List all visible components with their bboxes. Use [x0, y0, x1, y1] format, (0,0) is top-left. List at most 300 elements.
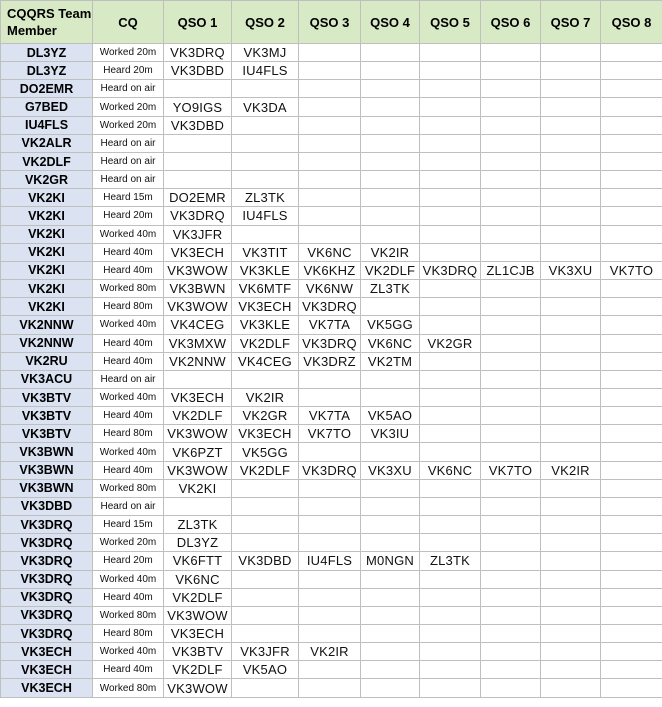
qso-6-cell	[481, 298, 541, 316]
table-row	[1, 44, 662, 62]
qso-2-cell: IU4FLS	[232, 207, 299, 225]
team-member-cell: VK2NNW	[1, 334, 93, 352]
qso-8-cell	[601, 679, 662, 697]
qso-5-cell	[420, 316, 481, 334]
table-row	[1, 570, 662, 588]
table-row	[1, 243, 662, 261]
qso-2-cell: VK5AO	[232, 661, 299, 679]
qso-4-cell	[361, 116, 420, 134]
team-member-cell: DL3YZ	[1, 44, 93, 62]
qso-5-cell	[420, 570, 481, 588]
qso-6-cell	[481, 80, 541, 98]
table-row	[1, 207, 662, 225]
qso-5-cell	[420, 588, 481, 606]
team-member-cell: VK3DRQ	[1, 516, 93, 534]
qso-1-cell	[164, 497, 232, 515]
qso-1-cell: VK3WOW	[164, 425, 232, 443]
qso-4-cell	[361, 98, 420, 116]
cq-cell: Heard on air	[93, 80, 164, 98]
qso-3-cell	[299, 588, 361, 606]
table-row	[1, 479, 662, 497]
qso-3-cell	[299, 116, 361, 134]
qso-6-cell: ZL1CJB	[481, 261, 541, 279]
table-row	[1, 98, 662, 116]
qso-6-cell	[481, 588, 541, 606]
qso-7-cell	[541, 316, 601, 334]
qso-4-cell	[361, 189, 420, 207]
qso-5-cell	[420, 298, 481, 316]
qso-8-cell	[601, 443, 662, 461]
qso-1-cell: ZL3TK	[164, 516, 232, 534]
qso-4-cell	[361, 588, 420, 606]
qso-4-cell	[361, 80, 420, 98]
qso-3-cell: VK3DRQ	[299, 334, 361, 352]
qso-8-cell: VK7TO	[601, 261, 662, 279]
team-member-cell: VK2KI	[1, 225, 93, 243]
qso-6-cell	[481, 152, 541, 170]
qso-8-cell	[601, 98, 662, 116]
qso-3-cell	[299, 225, 361, 243]
cq-cell: Worked 40m	[93, 643, 164, 661]
qso-3-cell	[299, 152, 361, 170]
team-member-cell: VK2KI	[1, 189, 93, 207]
qso-1-cell: DO2EMR	[164, 189, 232, 207]
qso-3-cell: VK7TA	[299, 316, 361, 334]
team-member-cell: VK3DRQ	[1, 606, 93, 624]
table-row	[1, 552, 662, 570]
qso-5-cell	[420, 388, 481, 406]
qso-3-cell	[299, 661, 361, 679]
qso-1-cell: DL3YZ	[164, 534, 232, 552]
team-member-cell: VK2KI	[1, 298, 93, 316]
qso-3-cell	[299, 62, 361, 80]
qso-4-cell: VK2DLF	[361, 261, 420, 279]
qso-3-cell	[299, 189, 361, 207]
qso-1-cell: VK3WOW	[164, 261, 232, 279]
qso-1-cell: VK3ECH	[164, 243, 232, 261]
qso-6-cell	[481, 516, 541, 534]
team-member-cell: VK3BWN	[1, 461, 93, 479]
qso-2-cell	[232, 497, 299, 515]
qso-7-cell	[541, 334, 601, 352]
cq-cell: Heard 80m	[93, 425, 164, 443]
qso-5-cell	[420, 152, 481, 170]
qso-7-cell	[541, 62, 601, 80]
qso-7-cell	[541, 425, 601, 443]
qso-3-cell: VK6NW	[299, 280, 361, 298]
qso-7-cell	[541, 116, 601, 134]
qso-5-cell	[420, 352, 481, 370]
qso-2-cell: VK3KLE	[232, 316, 299, 334]
qso-8-cell	[601, 661, 662, 679]
table-row	[1, 388, 662, 406]
qso-1-cell: VK3DBD	[164, 62, 232, 80]
qso-3-cell	[299, 534, 361, 552]
qso-3-cell	[299, 479, 361, 497]
qso-2-cell: VK2DLF	[232, 461, 299, 479]
qso-2-cell: VK2IR	[232, 388, 299, 406]
qso-6-cell	[481, 207, 541, 225]
qso-6-cell	[481, 425, 541, 443]
cq-cell: Heard 40m	[93, 334, 164, 352]
qso-8-cell	[601, 497, 662, 515]
qso-2-cell	[232, 370, 299, 388]
cq-cell: Heard 80m	[93, 625, 164, 643]
table-row	[1, 316, 662, 334]
qso-2-cell	[232, 534, 299, 552]
header-row	[1, 1, 662, 44]
qso-6-cell	[481, 661, 541, 679]
qso-4-cell: VK2TM	[361, 352, 420, 370]
qso-8-cell	[601, 44, 662, 62]
team-member-cell: VK3ECH	[1, 643, 93, 661]
qso-2-cell: VK4CEG	[232, 352, 299, 370]
qso-5-cell	[420, 425, 481, 443]
team-member-cell: VK2NNW	[1, 316, 93, 334]
qso-3-cell	[299, 44, 361, 62]
qso-3-cell	[299, 98, 361, 116]
qso-5-cell: VK2GR	[420, 334, 481, 352]
team-member-cell: VK2KI	[1, 207, 93, 225]
qso-5-cell: VK3DRQ	[420, 261, 481, 279]
cq-cell: Worked 20m	[93, 98, 164, 116]
column-header-qso-2: QSO 2	[232, 1, 299, 44]
qso-7-cell	[541, 407, 601, 425]
qso-5-cell	[420, 243, 481, 261]
qso-4-cell	[361, 207, 420, 225]
qso-1-cell: VK6PZT	[164, 443, 232, 461]
qso-6-cell	[481, 497, 541, 515]
qso-1-cell: VK2DLF	[164, 661, 232, 679]
qso-3-cell: VK6KHZ	[299, 261, 361, 279]
qso-5-cell	[420, 189, 481, 207]
qso-8-cell	[601, 334, 662, 352]
qso-3-cell: VK3DRZ	[299, 352, 361, 370]
table-row	[1, 443, 662, 461]
qso-3-cell	[299, 497, 361, 515]
qso-3-cell	[299, 679, 361, 697]
qso-6-cell	[481, 134, 541, 152]
table-row	[1, 334, 662, 352]
qso-6-cell	[481, 44, 541, 62]
table-row	[1, 425, 662, 443]
cq-cell: Heard on air	[93, 497, 164, 515]
qso-7-cell	[541, 207, 601, 225]
qso-7-cell	[541, 171, 601, 189]
qso-1-cell	[164, 152, 232, 170]
qso-8-cell	[601, 479, 662, 497]
team-member-cell: DO2EMR	[1, 80, 93, 98]
qso-5-cell	[420, 534, 481, 552]
qso-6-cell	[481, 552, 541, 570]
cq-cell: Heard 40m	[93, 661, 164, 679]
qso-5-cell	[420, 207, 481, 225]
qso-5-cell	[420, 280, 481, 298]
qso-4-cell	[361, 370, 420, 388]
qso-6-cell	[481, 388, 541, 406]
qso-2-cell	[232, 171, 299, 189]
qso-3-cell	[299, 443, 361, 461]
qso-8-cell	[601, 207, 662, 225]
table-row	[1, 298, 662, 316]
cq-cell: Heard 40m	[93, 461, 164, 479]
table-row	[1, 189, 662, 207]
table-row	[1, 280, 662, 298]
qso-2-cell: VK3ECH	[232, 298, 299, 316]
qso-7-cell	[541, 643, 601, 661]
column-header-cq: CQ	[93, 1, 164, 44]
team-member-cell: VK3DRQ	[1, 570, 93, 588]
qso-1-cell: VK3DBD	[164, 116, 232, 134]
qso-2-cell: VK3KLE	[232, 261, 299, 279]
qso-6-cell	[481, 352, 541, 370]
qso-7-cell	[541, 625, 601, 643]
qso-1-cell: VK2KI	[164, 479, 232, 497]
qso-8-cell	[601, 352, 662, 370]
qso-6-cell	[481, 316, 541, 334]
qso-8-cell	[601, 570, 662, 588]
qso-7-cell	[541, 661, 601, 679]
qso-1-cell	[164, 134, 232, 152]
qso-5-cell	[420, 625, 481, 643]
table-row	[1, 152, 662, 170]
qso-7-cell	[541, 516, 601, 534]
qso-8-cell	[601, 152, 662, 170]
team-member-cell: VK3DRQ	[1, 588, 93, 606]
qso-1-cell	[164, 370, 232, 388]
qso-1-cell	[164, 171, 232, 189]
qso-8-cell	[601, 388, 662, 406]
table-row	[1, 134, 662, 152]
team-member-cell: IU4FLS	[1, 116, 93, 134]
qso-2-cell	[232, 625, 299, 643]
qso-4-cell: VK3XU	[361, 461, 420, 479]
team-member-cell: DL3YZ	[1, 62, 93, 80]
qso-6-cell	[481, 679, 541, 697]
qso-8-cell	[601, 134, 662, 152]
qso-1-cell: VK3WOW	[164, 461, 232, 479]
qso-8-cell	[601, 588, 662, 606]
qso-1-cell: YO9IGS	[164, 98, 232, 116]
qso-1-cell: VK3DRQ	[164, 207, 232, 225]
qso-3-cell: IU4FLS	[299, 552, 361, 570]
team-member-cell: VK3ACU	[1, 370, 93, 388]
qso-7-cell: VK2IR	[541, 461, 601, 479]
column-header-qso-1: QSO 1	[164, 1, 232, 44]
qso-5-cell	[420, 116, 481, 134]
qso-2-cell: VK6MTF	[232, 280, 299, 298]
cq-cell: Worked 20m	[93, 116, 164, 134]
qso-6-cell	[481, 116, 541, 134]
qso-3-cell	[299, 207, 361, 225]
qso-6-cell	[481, 407, 541, 425]
qso-3-cell: VK7TA	[299, 407, 361, 425]
qso-5-cell	[420, 62, 481, 80]
table-row	[1, 352, 662, 370]
qso-6-cell	[481, 98, 541, 116]
qso-7-cell	[541, 189, 601, 207]
qso-8-cell	[601, 625, 662, 643]
qso-2-cell	[232, 679, 299, 697]
qso-7-cell	[541, 44, 601, 62]
qso-2-cell	[232, 516, 299, 534]
qso-4-cell	[361, 570, 420, 588]
qso-6-cell	[481, 62, 541, 80]
qso-4-cell	[361, 661, 420, 679]
table-row	[1, 588, 662, 606]
qso-8-cell	[601, 516, 662, 534]
team-member-cell: G7BED	[1, 98, 93, 116]
qso-5-cell	[420, 606, 481, 624]
cq-cell: Heard 40m	[93, 588, 164, 606]
qso-7-cell	[541, 152, 601, 170]
qso-8-cell	[601, 62, 662, 80]
qso-1-cell: VK3WOW	[164, 606, 232, 624]
column-header-qso-3: QSO 3	[299, 1, 361, 44]
qso-7-cell	[541, 679, 601, 697]
cq-cell: Worked 40m	[93, 225, 164, 243]
qso-7-cell	[541, 352, 601, 370]
table-row	[1, 679, 662, 697]
qso-4-cell	[361, 479, 420, 497]
qso-3-cell	[299, 80, 361, 98]
qso-4-cell: VK3IU	[361, 425, 420, 443]
qso-8-cell	[601, 407, 662, 425]
qso-4-cell: M0NGN	[361, 552, 420, 570]
table-row	[1, 516, 662, 534]
cq-cell: Heard 40m	[93, 407, 164, 425]
qso-6-cell	[481, 225, 541, 243]
cq-cell: Heard 40m	[93, 243, 164, 261]
table-row	[1, 497, 662, 515]
qso-1-cell: VK3DRQ	[164, 44, 232, 62]
qso-2-cell	[232, 588, 299, 606]
qso-8-cell	[601, 116, 662, 134]
qso-5-cell	[420, 171, 481, 189]
qso-3-cell: VK6NC	[299, 243, 361, 261]
qso-7-cell	[541, 243, 601, 261]
qso-7-cell	[541, 134, 601, 152]
qso-1-cell: VK3BWN	[164, 280, 232, 298]
qso-4-cell	[361, 497, 420, 515]
qso-1-cell: VK2DLF	[164, 407, 232, 425]
qso-5-cell	[420, 225, 481, 243]
qso-2-cell: VK3TIT	[232, 243, 299, 261]
table-row	[1, 80, 662, 98]
qso-6-cell	[481, 370, 541, 388]
qso-8-cell	[601, 280, 662, 298]
qso-4-cell: ZL3TK	[361, 280, 420, 298]
qso-4-cell	[361, 643, 420, 661]
qso-5-cell	[420, 443, 481, 461]
qso-7-cell	[541, 98, 601, 116]
qso-7-cell	[541, 370, 601, 388]
qso-8-cell	[601, 425, 662, 443]
cq-cell: Heard 80m	[93, 298, 164, 316]
qso-2-cell	[232, 479, 299, 497]
qso-2-cell: ZL3TK	[232, 189, 299, 207]
column-header-qso-5: QSO 5	[420, 1, 481, 44]
qso-8-cell	[601, 643, 662, 661]
qso-7-cell	[541, 552, 601, 570]
qso-8-cell	[601, 189, 662, 207]
qso-4-cell	[361, 625, 420, 643]
cq-cell: Worked 40m	[93, 570, 164, 588]
qso-2-cell: VK3ECH	[232, 425, 299, 443]
qso-4-cell	[361, 134, 420, 152]
table-row	[1, 171, 662, 189]
qso-2-cell	[232, 80, 299, 98]
team-member-cell: VK3DRQ	[1, 534, 93, 552]
qso-5-cell	[420, 479, 481, 497]
table-row	[1, 261, 662, 279]
qso-1-cell: VK4CEG	[164, 316, 232, 334]
qso-7-cell	[541, 497, 601, 515]
cq-cell: Heard 20m	[93, 552, 164, 570]
qso-8-cell	[601, 243, 662, 261]
qso-6-cell	[481, 570, 541, 588]
qso-1-cell: VK6NC	[164, 570, 232, 588]
qso-4-cell	[361, 534, 420, 552]
column-header-team-member: CQQRS Team Member	[1, 1, 93, 44]
table-row	[1, 407, 662, 425]
qso-4-cell	[361, 225, 420, 243]
qso-4-cell	[361, 298, 420, 316]
table-row	[1, 625, 662, 643]
qso-3-cell: VK3DRQ	[299, 461, 361, 479]
qso-8-cell	[601, 552, 662, 570]
qso-2-cell	[232, 570, 299, 588]
cq-cell: Heard 40m	[93, 261, 164, 279]
qso-4-cell	[361, 152, 420, 170]
column-header-qso-7: QSO 7	[541, 1, 601, 44]
qso-3-cell	[299, 606, 361, 624]
qso-8-cell	[601, 171, 662, 189]
qso-3-cell	[299, 370, 361, 388]
qso-4-cell	[361, 516, 420, 534]
cq-cell: Heard on air	[93, 134, 164, 152]
qso-1-cell: VK3ECH	[164, 625, 232, 643]
team-member-cell: VK3BWN	[1, 479, 93, 497]
cq-cell: Heard 20m	[93, 62, 164, 80]
qso-6-cell	[481, 443, 541, 461]
team-member-cell: VK2KI	[1, 261, 93, 279]
qso-7-cell	[541, 80, 601, 98]
qso-6-cell	[481, 606, 541, 624]
qso-6-cell	[481, 643, 541, 661]
team-member-cell: VK3BWN	[1, 443, 93, 461]
qso-1-cell: VK3ECH	[164, 388, 232, 406]
team-member-cell: VK3DRQ	[1, 552, 93, 570]
qso-8-cell	[601, 534, 662, 552]
qso-5-cell	[420, 98, 481, 116]
qso-2-cell: VK3DBD	[232, 552, 299, 570]
qso-2-cell: VK3DA	[232, 98, 299, 116]
team-member-cell: VK2KI	[1, 243, 93, 261]
cq-cell: Worked 40m	[93, 316, 164, 334]
qso-6-cell	[481, 189, 541, 207]
qso-5-cell	[420, 661, 481, 679]
qso-3-cell: VK2IR	[299, 643, 361, 661]
column-header-qso-4: QSO 4	[361, 1, 420, 44]
qso-2-cell: VK5GG	[232, 443, 299, 461]
qso-6-cell	[481, 171, 541, 189]
qso-4-cell	[361, 62, 420, 80]
qso-4-cell	[361, 606, 420, 624]
qso-2-cell	[232, 152, 299, 170]
qso-4-cell	[361, 443, 420, 461]
qso-3-cell	[299, 388, 361, 406]
